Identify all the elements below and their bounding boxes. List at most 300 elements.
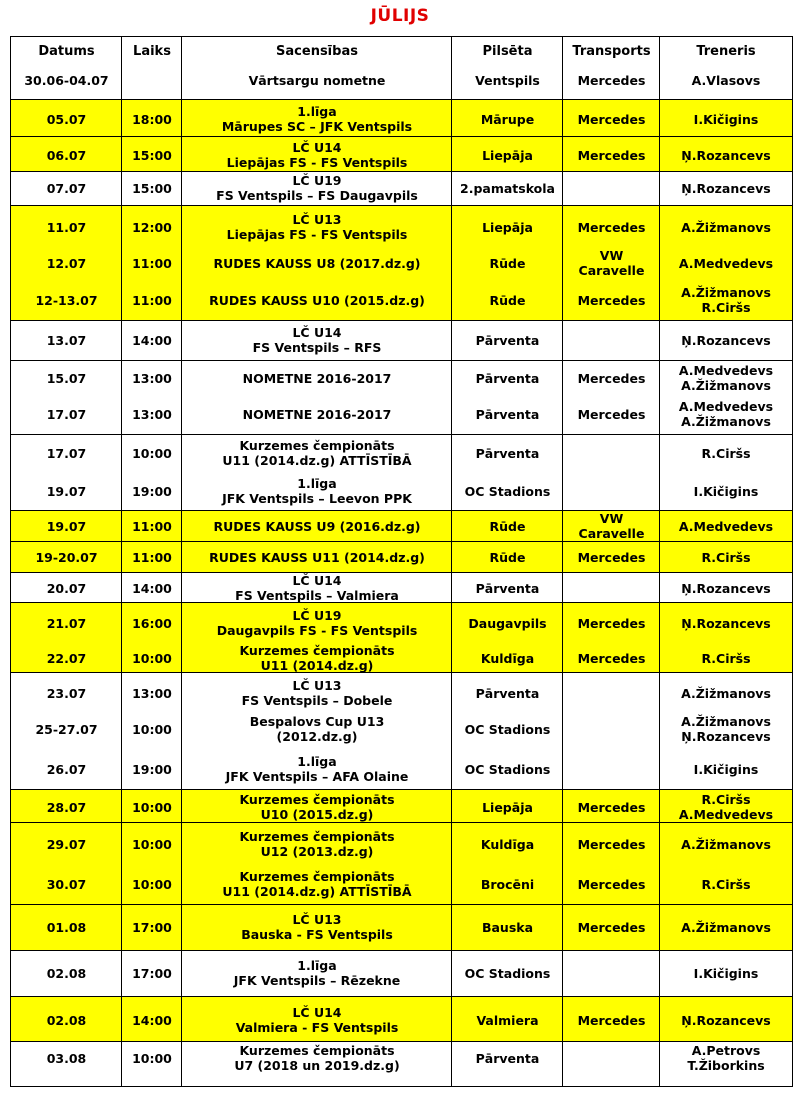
event-cell-text: 1.līga	[297, 104, 337, 119]
date-cell	[11, 474, 122, 508]
event-cell	[182, 571, 452, 605]
header-treneris: Treneris	[696, 43, 756, 59]
coach-cell-text: T.Žiborkins	[687, 1058, 765, 1073]
city-cell	[452, 1041, 563, 1075]
event-cell-text: JFK Ventspils – Rēzekne	[233, 973, 401, 988]
coach-cell-text: A.Žižmanovs	[681, 836, 771, 852]
coach-cell	[660, 102, 792, 136]
transport-cell	[563, 397, 660, 431]
city-cell-text: Bauska	[481, 919, 534, 935]
date-cell-text: 26.07	[46, 761, 87, 777]
transport-cell-text: VW	[599, 511, 624, 526]
date-cell	[11, 1003, 122, 1037]
coach-cell-text: A.Medvedevs	[678, 363, 774, 378]
coach-cell	[660, 171, 792, 205]
event-cell-text: NOMETNE 2016-2017	[242, 370, 392, 386]
event-cell	[182, 474, 452, 508]
coach-cell	[660, 210, 792, 244]
event-cell	[182, 361, 452, 395]
coach-cell	[660, 474, 792, 508]
coach-cell	[660, 246, 792, 280]
coach-cell-text: I.Kičigins	[693, 111, 759, 127]
transport-cell-text: Mercedes	[577, 72, 646, 88]
time-cell	[122, 676, 182, 710]
transport-cell-text: Mercedes	[577, 799, 646, 815]
coach-cell	[660, 509, 792, 543]
date-cell-text: 17.07	[46, 445, 87, 461]
coach-cell-text: A.Medvedevs	[678, 255, 774, 271]
city-cell-text: Liepāja	[482, 799, 533, 815]
city-cell-text: Pārventa	[475, 370, 540, 386]
coach-cell-text: R.Ciršs	[701, 549, 751, 565]
event-cell-text: LČ U14	[292, 573, 342, 588]
transport-cell	[563, 102, 660, 136]
time-cell-text: 10:00	[132, 876, 172, 892]
event-cell-text: LČ U13	[292, 212, 342, 227]
date-cell-text: 01.08	[46, 919, 87, 935]
date-cell	[11, 397, 122, 431]
header-sacensibas: Sacensības	[276, 43, 358, 59]
city-cell-text: Valmiera	[476, 1012, 539, 1028]
coach-cell-text: A.Vlasovs	[691, 72, 761, 88]
date-cell-text: 19.07	[46, 518, 87, 534]
event-cell-text: LČ U14	[292, 1005, 342, 1020]
time-cell	[122, 827, 182, 861]
event-cell-text: U7 (2018 un 2019.dz.g)	[234, 1058, 400, 1073]
event-cell	[182, 102, 452, 136]
city-cell	[452, 397, 563, 431]
time-cell-text: 11:00	[132, 549, 172, 565]
date-cell-text: 07.07	[46, 180, 87, 196]
city-cell	[452, 102, 563, 136]
time-cell-text: 18:00	[132, 111, 172, 127]
date-cell-text: 03.08	[46, 1050, 87, 1066]
city-cell	[452, 63, 563, 97]
city-cell-text: OC Stadions	[464, 483, 551, 499]
transport-cell-text: Mercedes	[577, 406, 646, 422]
event-cell	[182, 397, 452, 431]
event-cell-text: Bauska - FS Ventspils	[241, 927, 393, 942]
transport-cell-text: VW	[599, 248, 624, 263]
date-cell	[11, 323, 122, 357]
event-cell	[182, 436, 452, 470]
time-cell-text: 12:00	[132, 219, 172, 235]
coach-cell-text: R.Ciršs	[701, 300, 751, 315]
event-cell	[182, 1003, 452, 1037]
coach-cell-text: Ņ.Rozancevs	[681, 180, 771, 196]
date-cell-text: 23.07	[46, 685, 87, 701]
transport-cell-text: Mercedes	[577, 219, 646, 235]
event-cell-text: JFK Ventspils – Leevon PPK	[222, 491, 412, 506]
city-cell-text: Rūde	[489, 255, 526, 271]
coach-cell	[660, 752, 792, 786]
time-cell	[122, 1003, 182, 1037]
city-cell-text: Rūde	[489, 549, 526, 565]
event-cell	[182, 956, 452, 990]
city-cell-text: Pārventa	[475, 445, 540, 461]
time-cell	[122, 283, 182, 317]
event-cell	[182, 606, 452, 640]
time-cell	[122, 790, 182, 824]
city-cell	[452, 956, 563, 990]
date-cell	[11, 827, 122, 861]
time-cell-text: 17:00	[132, 965, 172, 981]
transport-cell-text: Mercedes	[577, 919, 646, 935]
coach-cell	[660, 571, 792, 605]
time-cell-text: 19:00	[132, 483, 172, 499]
city-cell-text: Brocēni	[480, 876, 535, 892]
transport-cell	[563, 712, 660, 746]
date-cell-text: 21.07	[46, 615, 87, 631]
city-cell	[452, 171, 563, 205]
event-cell-text: U11 (2014.dz.g)	[260, 658, 374, 673]
time-cell-text: 13:00	[132, 370, 172, 386]
transport-cell	[563, 571, 660, 605]
time-cell-text: 10:00	[132, 721, 172, 737]
transport-cell-text: Mercedes	[577, 615, 646, 631]
time-cell	[122, 571, 182, 605]
city-cell-text: Pārventa	[475, 406, 540, 422]
coach-cell-text: I.Kičigins	[693, 761, 759, 777]
event-cell-text: Kurzemes čempionāts	[239, 829, 395, 844]
date-cell-text: 29.07	[46, 836, 87, 852]
event-cell-text: U10 (2015.dz.g)	[260, 807, 374, 822]
event-cell-text: LČ U14	[292, 140, 342, 155]
city-cell	[452, 676, 563, 710]
header-laiks: Laiks	[133, 43, 171, 59]
event-cell	[182, 1041, 452, 1075]
city-cell	[452, 246, 563, 280]
date-cell-text: 12-13.07	[35, 292, 98, 308]
date-cell-text: 28.07	[46, 799, 87, 815]
time-cell-text: 17:00	[132, 919, 172, 935]
event-cell	[182, 712, 452, 746]
time-cell-text: 10:00	[132, 1050, 172, 1066]
date-cell	[11, 1041, 122, 1075]
city-cell-text: Pārventa	[475, 685, 540, 701]
event-cell-text: Liepājas FS - FS Ventspils	[226, 227, 408, 242]
city-cell	[452, 827, 563, 861]
city-cell	[452, 323, 563, 357]
time-cell	[122, 606, 182, 640]
coach-cell-text: R.Ciršs	[701, 445, 751, 461]
coach-cell-text: Ņ.Rozancevs	[681, 580, 771, 596]
coach-cell-text: R.Ciršs	[701, 876, 751, 892]
transport-cell	[563, 540, 660, 574]
transport-cell	[563, 171, 660, 205]
date-cell	[11, 712, 122, 746]
transport-cell	[563, 1003, 660, 1037]
coach-cell	[660, 138, 792, 172]
time-cell-text: 14:00	[132, 580, 172, 596]
event-cell-text: LČ U19	[292, 173, 342, 188]
month-title: JŪLIJS	[370, 6, 430, 26]
time-cell	[122, 540, 182, 574]
time-cell	[122, 474, 182, 508]
time-cell-text: 13:00	[132, 685, 172, 701]
event-cell-text: Bespalovs Cup U13	[249, 714, 385, 729]
event-cell	[182, 790, 452, 824]
transport-cell-text: Mercedes	[577, 292, 646, 308]
event-cell	[182, 283, 452, 317]
event-cell-text: Daugavpils FS - FS Ventspils	[216, 623, 418, 638]
time-cell-text: 10:00	[132, 799, 172, 815]
time-cell	[122, 752, 182, 786]
time-cell-text: 11:00	[132, 292, 172, 308]
event-cell-text: RUDES KAUSS U9 (2016.dz.g)	[213, 518, 421, 534]
city-cell-text: Mārupe	[480, 111, 535, 127]
city-cell	[452, 474, 563, 508]
event-cell-text: Vārtsargu nometne	[248, 72, 386, 88]
date-cell-text: 12.07	[46, 255, 87, 271]
date-cell-text: 25-27.07	[35, 721, 98, 737]
header-pilseta: Pilsēta	[482, 43, 533, 59]
event-cell	[182, 171, 452, 205]
city-cell	[452, 571, 563, 605]
time-cell	[122, 171, 182, 205]
coach-cell	[660, 956, 792, 990]
transport-cell	[563, 752, 660, 786]
date-cell	[11, 102, 122, 136]
transport-cell	[563, 246, 660, 280]
city-cell-text: OC Stadions	[464, 721, 551, 737]
date-cell	[11, 63, 122, 97]
coach-cell-text: R.Ciršs	[701, 650, 751, 666]
city-cell	[452, 910, 563, 944]
time-cell	[122, 138, 182, 172]
time-cell	[122, 63, 182, 97]
coach-cell	[660, 397, 792, 431]
time-cell-text: 16:00	[132, 615, 172, 631]
coach-cell	[660, 540, 792, 574]
transport-cell-text: Mercedes	[577, 650, 646, 666]
date-cell-text: 17.07	[46, 406, 87, 422]
time-cell-text: 13:00	[132, 406, 172, 422]
date-cell	[11, 509, 122, 543]
event-cell-text: FS Ventspils – FS Daugavpils	[216, 188, 418, 203]
coach-cell-text: A.Petrovs	[691, 1043, 761, 1058]
coach-cell-text: Ņ.Rozancevs	[681, 729, 771, 744]
date-cell-text: 02.08	[46, 965, 87, 981]
event-cell	[182, 676, 452, 710]
event-cell	[182, 509, 452, 543]
coach-cell	[660, 790, 792, 824]
time-cell	[122, 509, 182, 543]
coach-cell	[660, 1003, 792, 1037]
time-cell	[122, 102, 182, 136]
transport-cell	[563, 210, 660, 244]
event-cell-text: 1.līga	[297, 754, 337, 769]
date-cell-text: 30.06-04.07	[24, 72, 109, 88]
coach-cell	[660, 676, 792, 710]
event-cell-text: Kurzemes čempionāts	[239, 1043, 395, 1058]
city-cell	[452, 283, 563, 317]
date-cell-text: 15.07	[46, 370, 87, 386]
event-cell-text: FS Ventspils – RFS	[252, 340, 382, 355]
time-cell	[122, 323, 182, 357]
city-cell-text: Rūde	[489, 292, 526, 308]
date-cell-text: 19.07	[46, 483, 87, 499]
transport-cell-text: Mercedes	[577, 1012, 646, 1028]
city-cell	[452, 606, 563, 640]
date-cell	[11, 641, 122, 675]
time-cell-text: 14:00	[132, 332, 172, 348]
event-cell-text: Mārupes SC – JFK Ventspils	[221, 119, 413, 134]
coach-cell	[660, 827, 792, 861]
city-cell-text: Pārventa	[475, 580, 540, 596]
time-cell	[122, 956, 182, 990]
event-cell-text: Liepājas FS - FS Ventspils	[226, 155, 408, 170]
city-cell	[452, 867, 563, 901]
transport-cell	[563, 323, 660, 357]
city-cell	[452, 540, 563, 574]
event-cell-text: U11 (2014.dz.g) ATTĪSTĪBĀ	[222, 884, 412, 899]
coach-cell-text: A.Žižmanovs	[681, 919, 771, 935]
coach-cell	[660, 63, 792, 97]
date-cell-text: 20.07	[46, 580, 87, 596]
event-cell-text: Valmiera - FS Ventspils	[235, 1020, 399, 1035]
event-cell-text: 1.līga	[297, 476, 337, 491]
time-cell	[122, 641, 182, 675]
date-cell	[11, 540, 122, 574]
time-cell-text: 11:00	[132, 518, 172, 534]
transport-cell-text: Mercedes	[577, 111, 646, 127]
coach-cell-text: R.Ciršs	[701, 792, 751, 807]
transport-cell-text: Mercedes	[577, 836, 646, 852]
transport-cell	[563, 676, 660, 710]
event-cell-text: FS Ventspils – Valmiera	[235, 588, 399, 603]
city-cell-text: Ventspils	[475, 72, 540, 88]
transport-cell	[563, 63, 660, 97]
coach-cell	[660, 361, 792, 395]
time-cell	[122, 436, 182, 470]
time-cell	[122, 712, 182, 746]
transport-cell-text: Mercedes	[577, 876, 646, 892]
event-cell	[182, 210, 452, 244]
city-cell-text: Liepāja	[482, 219, 533, 235]
city-cell-text: OC Stadions	[464, 761, 551, 777]
event-cell	[182, 63, 452, 97]
city-cell-text: Liepāja	[482, 147, 533, 163]
coach-cell-text: A.Žižmanovs	[681, 378, 771, 393]
date-cell	[11, 676, 122, 710]
coach-cell-text: A.Medvedevs	[678, 807, 774, 822]
date-cell	[11, 361, 122, 395]
time-cell	[122, 210, 182, 244]
city-cell	[452, 712, 563, 746]
date-cell-text: 02.08	[46, 1012, 87, 1028]
date-cell	[11, 867, 122, 901]
time-cell	[122, 867, 182, 901]
date-cell	[11, 956, 122, 990]
event-cell-text: Kurzemes čempionāts	[239, 792, 395, 807]
event-cell	[182, 910, 452, 944]
event-cell	[182, 752, 452, 786]
time-cell-text: 10:00	[132, 650, 172, 666]
time-cell-text: 19:00	[132, 761, 172, 777]
event-cell-text: U12 (2013.dz.g)	[260, 844, 374, 859]
date-cell-text: 06.07	[46, 147, 87, 163]
event-cell	[182, 323, 452, 357]
coach-cell	[660, 867, 792, 901]
date-cell	[11, 790, 122, 824]
event-cell	[182, 827, 452, 861]
time-cell	[122, 397, 182, 431]
transport-cell	[563, 790, 660, 824]
city-cell-text: Kuldīga	[480, 650, 535, 666]
city-cell	[452, 790, 563, 824]
event-cell-text: NOMETNE 2016-2017	[242, 406, 392, 422]
city-cell-text: Rūde	[489, 518, 526, 534]
event-cell	[182, 641, 452, 675]
city-cell-text: Kuldīga	[480, 836, 535, 852]
transport-cell	[563, 138, 660, 172]
coach-cell-text: A.Medvedevs	[678, 399, 774, 414]
event-cell-text: (2012.dz.g)	[276, 729, 358, 744]
city-cell	[452, 509, 563, 543]
city-cell	[452, 361, 563, 395]
event-cell-text: LČ U13	[292, 678, 342, 693]
time-cell	[122, 910, 182, 944]
coach-cell-text: Ņ.Rozancevs	[681, 147, 771, 163]
header-transports: Transports	[572, 43, 651, 59]
date-cell	[11, 436, 122, 470]
transport-cell-text: Mercedes	[577, 370, 646, 386]
coach-cell	[660, 436, 792, 470]
header-datums: Datums	[38, 43, 95, 59]
event-cell-text: RUDES KAUSS U10 (2015.dz.g)	[209, 292, 425, 308]
date-cell-text: 22.07	[46, 650, 87, 666]
coach-cell-text: A.Žižmanovs	[681, 414, 771, 429]
transport-cell	[563, 283, 660, 317]
date-cell	[11, 283, 122, 317]
coach-cell-text: Ņ.Rozancevs	[681, 615, 771, 631]
city-cell	[452, 752, 563, 786]
time-cell-text: 11:00	[132, 255, 172, 271]
city-cell	[452, 138, 563, 172]
city-cell-text: OC Stadions	[464, 965, 551, 981]
date-cell-text: 19-20.07	[35, 549, 98, 565]
coach-cell	[660, 712, 792, 746]
transport-cell	[563, 827, 660, 861]
date-cell	[11, 246, 122, 280]
transport-cell	[563, 956, 660, 990]
transport-cell	[563, 509, 660, 543]
time-cell-text: 14:00	[132, 1012, 172, 1028]
date-cell	[11, 571, 122, 605]
date-cell	[11, 171, 122, 205]
date-cell-text: 30.07	[46, 876, 87, 892]
time-cell-text: 10:00	[132, 836, 172, 852]
event-cell-text: RUDES KAUSS U8 (2017.dz.g)	[213, 255, 421, 271]
city-cell	[452, 641, 563, 675]
time-cell	[122, 246, 182, 280]
date-cell-text: 11.07	[46, 219, 87, 235]
event-cell-text: LČ U13	[292, 912, 342, 927]
time-cell	[122, 1041, 182, 1075]
date-cell	[11, 910, 122, 944]
event-cell-text: RUDES KAUSS U11 (2014.dz.g)	[209, 549, 425, 565]
coach-cell-text: Ņ.Rozancevs	[681, 1012, 771, 1028]
event-cell	[182, 246, 452, 280]
transport-cell	[563, 867, 660, 901]
transport-cell	[563, 606, 660, 640]
event-cell-text: Kurzemes čempionāts	[239, 643, 395, 658]
city-cell-text: Pārventa	[475, 332, 540, 348]
coach-cell	[660, 283, 792, 317]
date-cell	[11, 606, 122, 640]
event-cell-text: Kurzemes čempionāts	[239, 869, 395, 884]
